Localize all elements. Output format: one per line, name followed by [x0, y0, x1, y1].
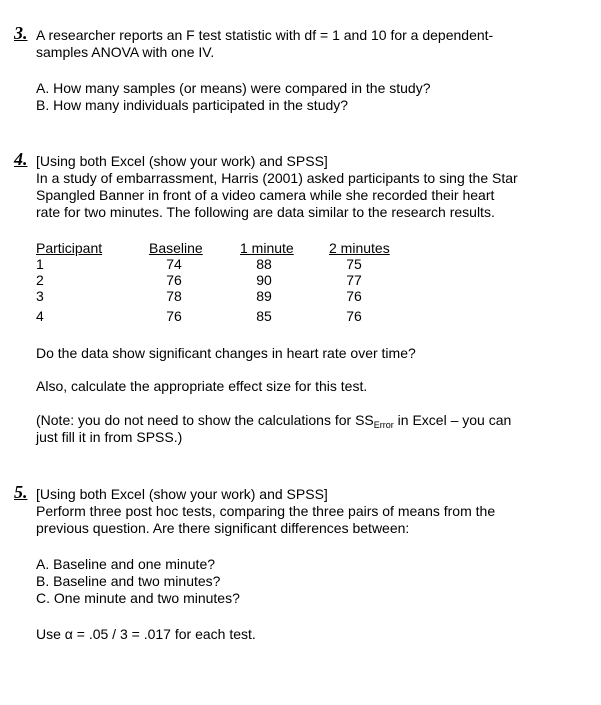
question-4-number: 4. — [14, 149, 28, 169]
question-5-intro-1: Perform three post hoc tests, comparing the three pairs of means from the — [36, 503, 496, 519]
table-header-1-minute: 1 minute — [240, 240, 294, 256]
question-3-number: 3. — [14, 23, 28, 43]
table-cell-baseline-3: 78 — [166, 288, 182, 304]
table-header-2-minutes: 2 minutes — [329, 240, 390, 256]
question-4-significance: Do the data show significant changes in heart rate over time? — [36, 345, 416, 361]
note-prefix: (Note: you do not need to show the calculations for SS — [36, 412, 374, 428]
question-4-intro-3: rate for two minutes. The following are data similar to the research results. — [36, 204, 495, 220]
table-cell-participant-1: 1 — [36, 256, 44, 272]
question-4-intro-1: In a study of embarrassment, Harris (2001) asked participants to sing the Star — [36, 170, 518, 186]
question-4-line-1: [Using both Excel (show your work) and SPSS] — [36, 153, 328, 169]
table-cell-baseline-4: 76 — [166, 308, 182, 324]
question-3-line-2: samples ANOVA with one IV. — [36, 44, 215, 60]
question-4-intro-2: Spangled Banner in front of a video camera while she recorded their heart — [36, 187, 495, 203]
table-cell-1min-2: 90 — [256, 272, 272, 288]
table-cell-1min-3: 89 — [256, 288, 272, 304]
question-5-number: 5. — [14, 482, 28, 502]
question-3-part-b: B. How many individuals participated in the study? — [36, 97, 349, 113]
table-cell-2min-2: 77 — [346, 272, 362, 288]
note-subscript: Error — [373, 420, 394, 430]
table-cell-participant-4: 4 — [36, 308, 44, 324]
table-cell-1min-1: 88 — [256, 256, 272, 272]
question-4-note-line-2: just fill it in from SPSS.) — [36, 429, 183, 445]
question-4-effect-size: Also, calculate the appropriate effect size for this test. — [36, 378, 368, 394]
table-cell-participant-3: 3 — [36, 288, 44, 304]
table-cell-2min-4: 76 — [346, 308, 362, 324]
table-cell-baseline-2: 76 — [166, 272, 182, 288]
question-5-part-b: B. Baseline and two minutes? — [36, 573, 221, 589]
table-cell-2min-3: 76 — [346, 288, 362, 304]
table-cell-baseline-1: 74 — [166, 256, 182, 272]
table-cell-1min-4: 85 — [256, 308, 272, 324]
note-suffix: in Excel – you can — [393, 412, 512, 428]
question-5-part-a: A. Baseline and one minute? — [36, 556, 216, 572]
question-5-alpha: Use α = .05 / 3 = .017 for each test. — [36, 626, 256, 642]
question-5-line-1: [Using both Excel (show your work) and SPSS] — [36, 486, 328, 502]
table-cell-2min-1: 75 — [346, 256, 362, 272]
table-header-baseline: Baseline — [149, 240, 203, 256]
table-header-participant: Participant — [36, 240, 103, 256]
question-5-intro-2: previous question. Are there significant differences between: — [36, 520, 410, 536]
table-cell-participant-2: 2 — [36, 272, 44, 288]
question-3-line-1: A researcher reports an F test statistic with df = 1 and 10 for a dependent- — [36, 27, 494, 43]
question-5-part-c: C. One minute and two minutes? — [36, 590, 240, 606]
question-3-part-a: A. How many samples (or means) were compared in the study? — [36, 80, 431, 96]
